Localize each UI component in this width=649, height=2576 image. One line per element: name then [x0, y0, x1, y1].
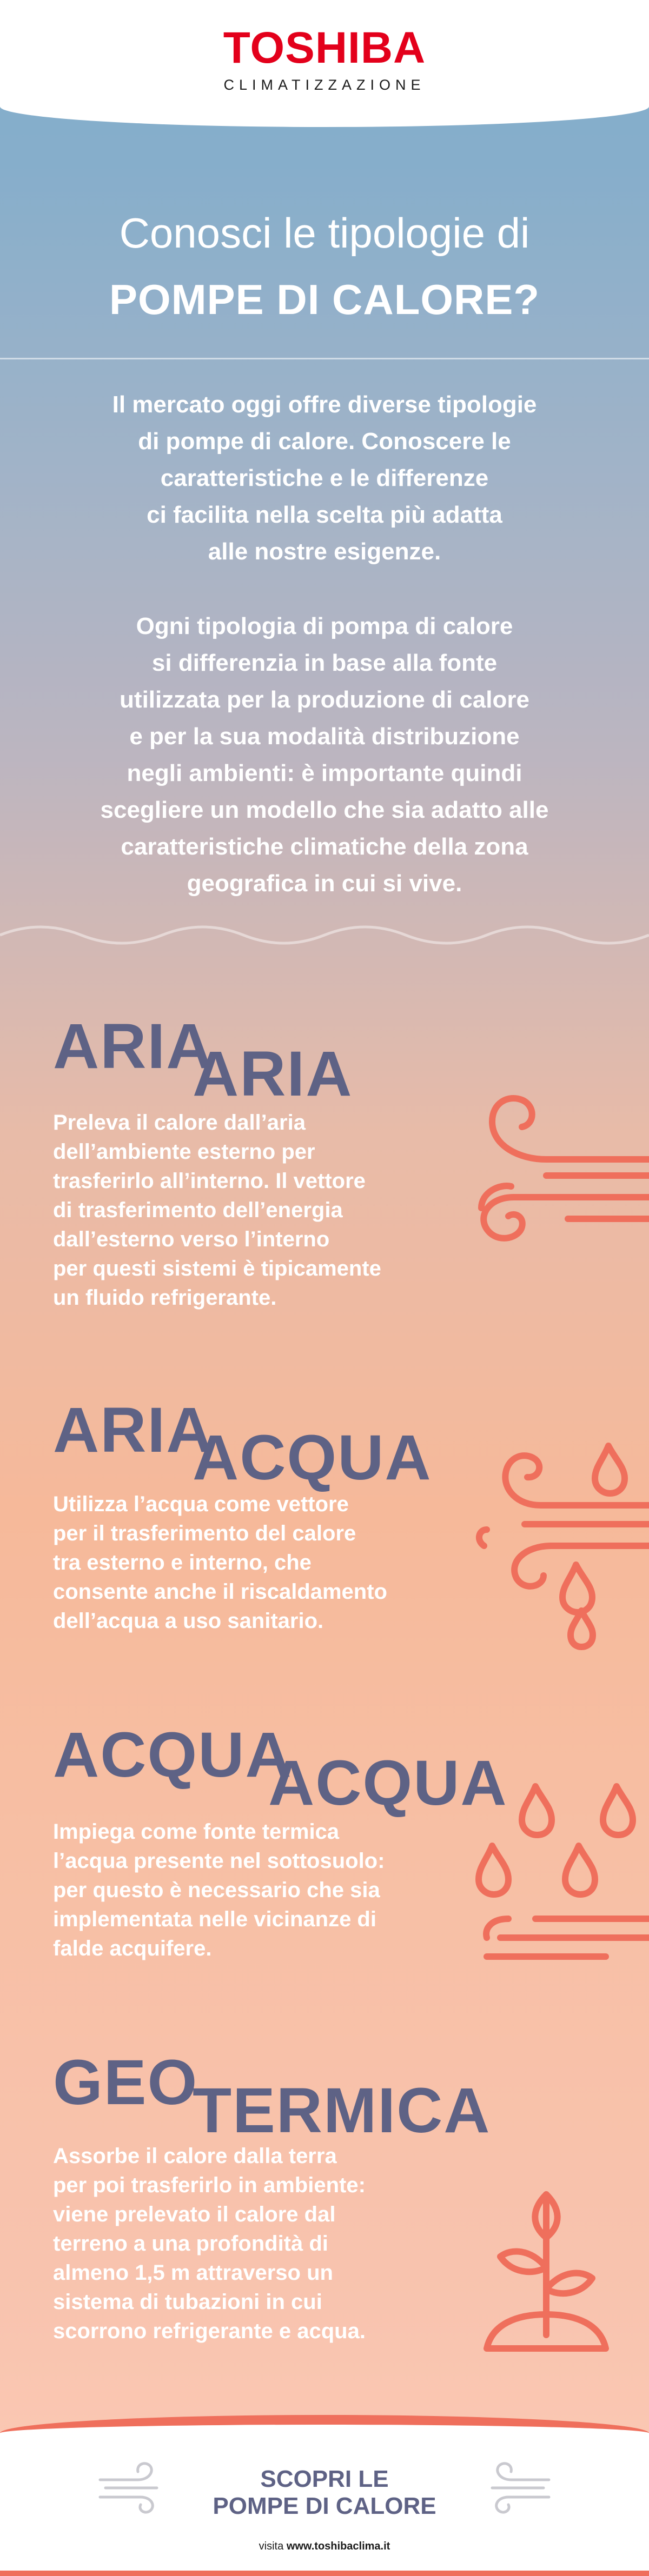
website-link[interactable]: www.toshibaclima.it: [286, 2540, 390, 2552]
divider-line: [0, 358, 649, 359]
section-geotermica-word2: TERMICA: [193, 2075, 491, 2146]
cta-line1[interactable]: SCOPRI LE: [260, 2466, 389, 2492]
section-aria-aria-word1: ARIA: [53, 1011, 214, 1082]
section-aria-acqua-description: Utilizza l’acqua come vettore per il trasferimento del calore tra esterno e interno, che consente anche il riscaldamento dell’acqua a uso sanitario.: [53, 1492, 387, 1633]
wind-icon-right: [487, 2458, 552, 2518]
intro-paragraph-1: Il mercato oggi offre diverse tipologie di pompe di calore. Conoscere le caratteristiche e le differenze ci facilita nella scelta più adatta alle nostre esigenze.: [112, 391, 537, 565]
intro-title-line2: POMPE DI CALORE?: [109, 276, 540, 323]
brand-subtitle: CLIMATIZZAZIONE: [223, 77, 426, 93]
section-aria-acqua-word2: ACQUA: [193, 1422, 432, 1493]
water-drops-icon: [471, 1776, 649, 1970]
intro-title-line1: Conosci le tipologie di: [119, 209, 530, 257]
section-acqua-acqua-word2: ACQUA: [268, 1747, 508, 1819]
section-acqua-acqua-description: Impiega come fonte termica l’acqua presente nel sottosuolo: per questo è necessario che sia implementata nelle vicinanze di falde acquifere.: [53, 1820, 385, 1960]
section-geotermica-description: Assorbe il calore dalla terra per poi trasferirlo in ambiente: viene prelevato il calore dal terreno a una profondità di almeno 1,5 m attraverso un sistema di tubazioni in cui scorrono refrigerante e acqua.: [53, 2144, 366, 2343]
plant-sprout-icon: [465, 2173, 627, 2357]
section-aria-aria-word2: ARIA: [193, 1038, 353, 1110]
toshiba-logo: TOSHIBA: [223, 23, 426, 72]
header: [0, 0, 649, 127]
section-aria-aria-description: Preleva il calore dall’aria dell’ambiente esterno per trasferirlo all’interno. Il vettore di trasferimento dell’energia dall’esterno verso l’interno per questi sistemi è tipicamente un fluido refrigerante.: [53, 1111, 381, 1310]
cta-line2[interactable]: POMPE DI CALORE: [213, 2493, 436, 2519]
section-geotermica-word1: GEO: [53, 2047, 198, 2118]
intro-paragraph-2: Ogni tipologia di pompa di calore si differenzia in base alla fonte utilizzata per la produzione di calore e per la sua modalità distribuzione negli ambienti: è importante quindi scegliere un modello che sia adatto alle caratteristiche climatiche della zona geografica in cui si vive.: [100, 613, 549, 897]
wind-icon-left: [97, 2458, 162, 2518]
section-acqua-acqua-word1: ACQUA: [53, 1719, 293, 1791]
wind-drops-icon: [465, 1435, 649, 1651]
wind-icon: [460, 1086, 649, 1265]
visit-prefix: visita: [259, 2540, 284, 2552]
visit-website: [162, 2540, 487, 2553]
footer-bottom-bar: [0, 2571, 649, 2576]
section-aria-acqua-word1: ARIA: [53, 1394, 214, 1466]
wave-divider: [0, 919, 649, 951]
